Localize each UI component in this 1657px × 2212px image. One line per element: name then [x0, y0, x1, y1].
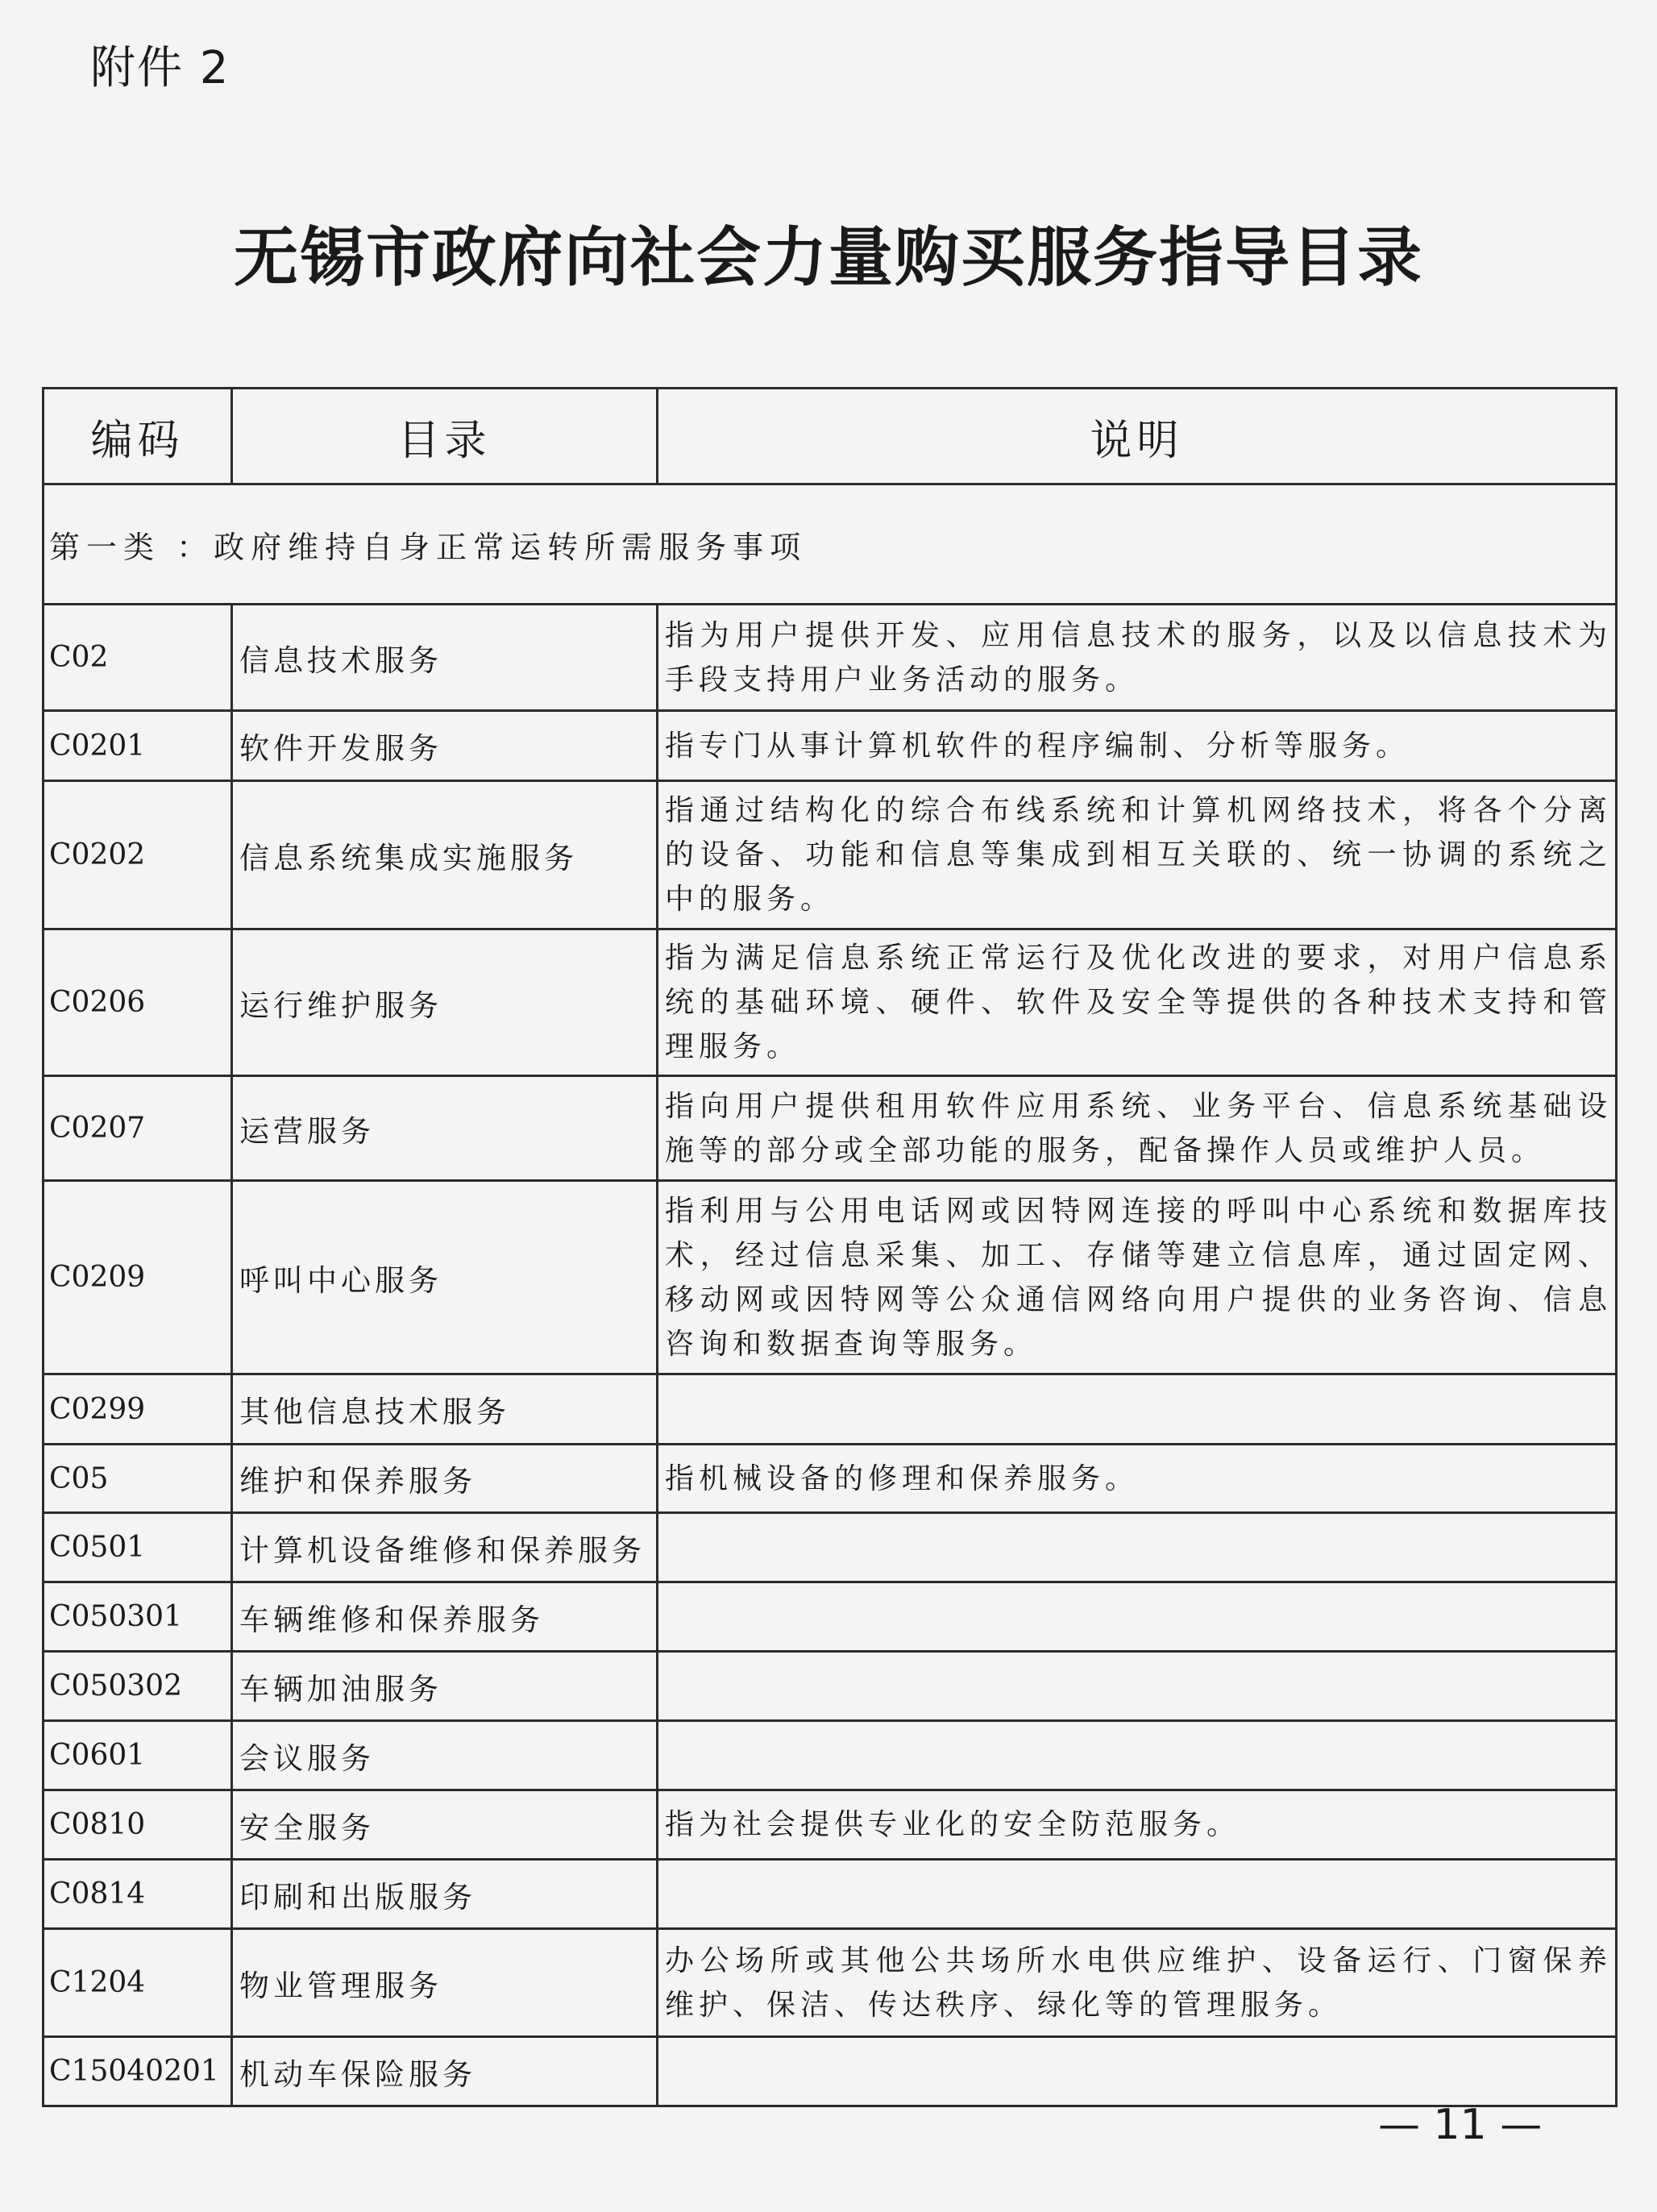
table-row: [44, 1374, 1617, 1445]
row-code: C0209: [44, 1181, 232, 1374]
row-code: C0501: [44, 1513, 232, 1582]
row-description: 指为满足信息系统正常运行及优化改进的要求，对用户信息系统的基础环境、硬件、软件及安全等提供的各种技术支持和管理服务。: [658, 929, 1617, 1076]
row-category: 呼叫中心服务: [232, 1181, 658, 1374]
row-code: C15040201: [44, 2037, 232, 2106]
table-row: [44, 781, 1617, 929]
row-code: C0202: [44, 781, 232, 929]
row-code: C050302: [44, 1652, 232, 1721]
row-category: 软件开发服务: [232, 711, 658, 781]
service-catalog-table: [42, 387, 1618, 2107]
row-category: 印刷和出版服务: [232, 1860, 658, 1929]
row-code: C0299: [44, 1374, 232, 1445]
row-code: C1204: [44, 1929, 232, 2037]
table-row: [44, 1181, 1617, 1374]
row-description: 办公场所或其他公共场所水电供应维护、设备运行、门窗保养维护、保洁、传达秩序、绿化等的管理服务。: [658, 1929, 1617, 2037]
table-row: [44, 1652, 1617, 1721]
table-row: [44, 1582, 1617, 1652]
row-description: 指利用与公用电话网或因特网连接的呼叫中心系统和数据库技术，经过信息采集、加工、存储等建立信息库，通过固定网、移动网或因特网等公众通信网络向用户提供的业务咨询、信息咨询和数据查询等服务。: [658, 1181, 1617, 1374]
row-category: 信息系统集成实施服务: [232, 781, 658, 929]
row-description: 指为社会提供专业化的安全防范服务。: [658, 1790, 1617, 1860]
row-description: [658, 1652, 1617, 1721]
row-description: [658, 1721, 1617, 1790]
table-row: [44, 711, 1617, 781]
row-code: C0207: [44, 1076, 232, 1181]
row-description: [658, 1513, 1617, 1582]
row-category: 会议服务: [232, 1721, 658, 1790]
table-row: [44, 929, 1617, 1076]
table-row: [44, 2037, 1617, 2106]
row-code: C050301: [44, 1582, 232, 1652]
page-number: — 11 —: [1378, 2101, 1543, 2149]
attachment-label: 附件 2: [90, 42, 230, 94]
column-header-code: 编码: [44, 389, 232, 484]
row-category: 物业管理服务: [232, 1929, 658, 2037]
row-category: 安全服务: [232, 1790, 658, 1860]
row-code: C0810: [44, 1790, 232, 1860]
row-description: [658, 1582, 1617, 1652]
row-code: C0814: [44, 1860, 232, 1929]
table-row: [44, 1790, 1617, 1860]
row-category: 车辆维修和保养服务: [232, 1582, 658, 1652]
row-category: 计算机设备维修和保养服务: [232, 1513, 658, 1582]
row-description: [658, 1374, 1617, 1445]
row-description: 指为用户提供开发、应用信息技术的服务，以及以信息技术为手段支持用户业务活动的服务。: [658, 605, 1617, 711]
row-description: 指机械设备的修理和保养服务。: [658, 1445, 1617, 1513]
row-description: 指向用户提供租用软件应用系统、业务平台、信息系统基础设施等的部分或全部功能的服务，配备操作人员或维护人员。: [658, 1076, 1617, 1181]
row-category: 信息技术服务: [232, 605, 658, 711]
table-row: [44, 1929, 1617, 2037]
row-category: 机动车保险服务: [232, 2037, 658, 2106]
section-heading: 第一类 ：政府维持自身正常运转所需服务事项: [44, 484, 1617, 605]
table-row: [44, 1513, 1617, 1582]
column-header-category: 目录: [232, 389, 658, 484]
row-code: C05: [44, 1445, 232, 1513]
row-description: [658, 2037, 1617, 2106]
table-row: [44, 1076, 1617, 1181]
row-code: C02: [44, 605, 232, 711]
row-code: C0201: [44, 711, 232, 781]
document-title: 无锡市政府向社会力量购买服务指导目录: [234, 220, 1423, 295]
row-category: 其他信息技术服务: [232, 1374, 658, 1445]
table-row: [44, 1445, 1617, 1513]
row-category: 运营服务: [232, 1076, 658, 1181]
table-row: [44, 1860, 1617, 1929]
row-category: 运行维护服务: [232, 929, 658, 1076]
column-header-description: 说明: [658, 389, 1617, 484]
table-row: [44, 605, 1617, 711]
row-description: 指专门从事计算机软件的程序编制、分析等服务。: [658, 711, 1617, 781]
row-code: C0206: [44, 929, 232, 1076]
row-code: C0601: [44, 1721, 232, 1790]
row-category: 车辆加油服务: [232, 1652, 658, 1721]
row-description: [658, 1860, 1617, 1929]
table-header-row: [44, 389, 1617, 484]
row-description: 指通过结构化的综合布线系统和计算机网络技术，将各个分离的设备、功能和信息等集成到相互关联的、统一协调的系统之中的服务。: [658, 781, 1617, 929]
row-category: 维护和保养服务: [232, 1445, 658, 1513]
section-row: [44, 484, 1617, 605]
table-row: [44, 1721, 1617, 1790]
